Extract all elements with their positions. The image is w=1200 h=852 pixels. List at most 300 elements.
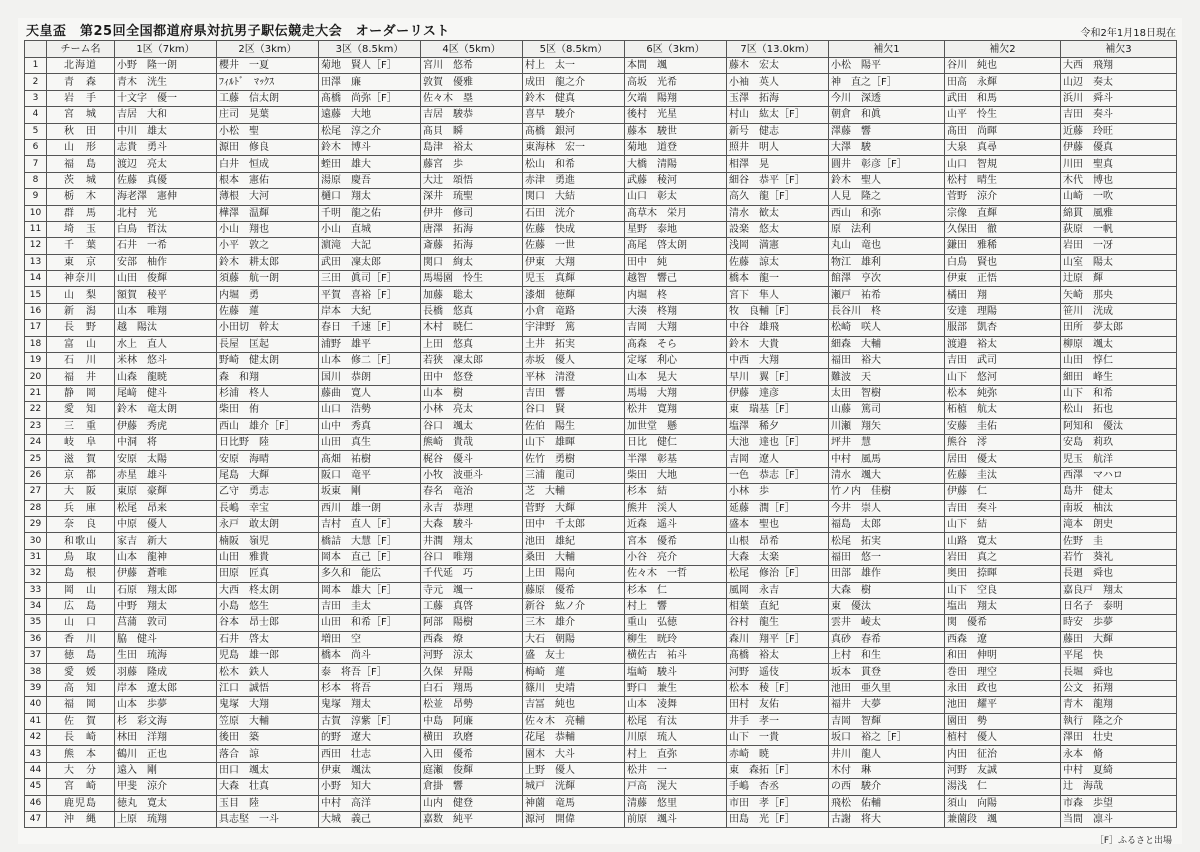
leg1-runner: 北村 光 xyxy=(115,205,217,221)
team-number: 21 xyxy=(25,385,47,401)
team-number: 32 xyxy=(25,566,47,582)
leg2-runner: 田原 匠真 xyxy=(217,566,319,582)
leg1-runner: 米林 悠斗 xyxy=(115,353,217,369)
table-row xyxy=(25,369,1177,385)
leg5-runner: 小倉 竜路 xyxy=(523,303,625,319)
leg1-runner: 松尾 昂来 xyxy=(115,500,217,516)
table-row xyxy=(25,730,1177,746)
reserve2-runner: 服部 凱杏 xyxy=(945,320,1061,336)
reserve1-runner: 古謝 将大 xyxy=(829,811,945,827)
reserve1-runner: 池田 亜久里 xyxy=(829,680,945,696)
leg5-runner: 松山 和希 xyxy=(523,156,625,172)
reserve1-runner: 大澤 駿 xyxy=(829,139,945,155)
reserve3-runner: 山辺 奏太 xyxy=(1061,74,1177,90)
reserve2-runner: 谷川 純也 xyxy=(945,58,1061,74)
reserve1-runner: 瀬戸 祐希 xyxy=(829,287,945,303)
reserve3-runner: 青木 龍翔 xyxy=(1061,697,1177,713)
team-number: 1 xyxy=(25,58,47,74)
reserve2-runner: 西森 遼 xyxy=(945,631,1061,647)
leg2-runner: 野崎 健太朗 xyxy=(217,353,319,369)
team-name: 滋 賀 xyxy=(47,451,115,467)
table-row xyxy=(25,713,1177,729)
leg3-runner: 泰 将吾［F］ xyxy=(319,664,421,680)
leg2-runner: 小平 敦之 xyxy=(217,238,319,254)
leg3-runner: 三田 眞司［F］ xyxy=(319,271,421,287)
leg1-runner: 山田 俊輝 xyxy=(115,271,217,287)
reserve2-runner: 山路 寛太 xyxy=(945,533,1061,549)
reserve2-runner: 安藤 圭佑 xyxy=(945,418,1061,434)
reserve2-runner: 橘田 翔 xyxy=(945,287,1061,303)
reserve3-runner: 大西 飛翔 xyxy=(1061,58,1177,74)
table-row xyxy=(25,549,1177,565)
leg6-runner: 藤本 駿世 xyxy=(625,123,727,139)
reserve2-runner: 安達 理陽 xyxy=(945,303,1061,319)
leg7-runner: 森川 翔平［F］ xyxy=(727,631,829,647)
leg6-runner: 前原 颯斗 xyxy=(625,811,727,827)
team-number: 35 xyxy=(25,615,47,631)
reserve2-runner: 大泉 真尋 xyxy=(945,139,1061,155)
team-name: 埼 玉 xyxy=(47,221,115,237)
leg6-runner: 越智 響己 xyxy=(625,271,727,287)
leg2-runner: 樺澤 温輝 xyxy=(217,205,319,221)
leg5-runner: 梅崎 蓮 xyxy=(523,664,625,680)
leg2-runner: 大森 壮真 xyxy=(217,779,319,795)
table-row xyxy=(25,271,1177,287)
leg5-runner: 山下 雄暉 xyxy=(523,434,625,450)
leg6-runner: 宮本 優希 xyxy=(625,533,727,549)
leg4-runner: 河野 涼太 xyxy=(421,648,523,664)
leg2-runner: 内堀 勇 xyxy=(217,287,319,303)
table-row xyxy=(25,795,1177,811)
reserve2-runner: 久保田 徹 xyxy=(945,221,1061,237)
reserve2-runner: 菅野 涼介 xyxy=(945,189,1061,205)
leg1-runner: 十文字 優一 xyxy=(115,90,217,106)
leg7-runner: 手嶋 杏丞 xyxy=(727,779,829,795)
leg3-runner: 遠藤 大地 xyxy=(319,107,421,123)
leg2-runner: 工藤 信太朗 xyxy=(217,90,319,106)
team-name: 高 知 xyxy=(47,680,115,696)
leg3-runner: 杉本 将吾 xyxy=(319,680,421,696)
reserve3-runner: 西澤 マハロ xyxy=(1061,467,1177,483)
team-number: 23 xyxy=(25,418,47,434)
leg4-runner: 谷口 颯太 xyxy=(421,418,523,434)
team-name: 福 岡 xyxy=(47,697,115,713)
reserve3-runner: 細田 峰生 xyxy=(1061,369,1177,385)
leg4-runner: 庭瀬 俊輝 xyxy=(421,762,523,778)
reserve3-runner: 長堀 舜也 xyxy=(1061,664,1177,680)
leg1-runner: 杉 彩文海 xyxy=(115,713,217,729)
reserve1-runner: 真砂 春希 xyxy=(829,631,945,647)
leg5-runner: 芝 大輔 xyxy=(523,484,625,500)
leg7-runner: 山下 一貴 xyxy=(727,730,829,746)
leg7-runner: 小林 歩 xyxy=(727,484,829,500)
reserve2-runner: 山下 悠河 xyxy=(945,369,1061,385)
leg2-runner: 杉浦 柊人 xyxy=(217,385,319,401)
leg5-runner: 三木 雄介 xyxy=(523,615,625,631)
reserve3-runner: 川田 聖真 xyxy=(1061,156,1177,172)
leg4-runner: 永吉 恭理 xyxy=(421,500,523,516)
leg3-runner: 国川 恭朗 xyxy=(319,369,421,385)
table-row xyxy=(25,139,1177,155)
team-number: 33 xyxy=(25,582,47,598)
team-name: 福 井 xyxy=(47,369,115,385)
leg1-runner: 中洞 将 xyxy=(115,434,217,450)
leg7-runner: 塩澤 稀夕 xyxy=(727,418,829,434)
leg7-runner: 細谷 恭平［F］ xyxy=(727,172,829,188)
reserve3-runner: 永本 脩 xyxy=(1061,746,1177,762)
leg5-runner: 神薗 竜馬 xyxy=(523,795,625,811)
reserve3-runner: 吉田 奏斗 xyxy=(1061,107,1177,123)
leg7-runner: 中谷 雄飛 xyxy=(727,320,829,336)
table-row xyxy=(25,221,1177,237)
leg2-runner: 玉目 陸 xyxy=(217,795,319,811)
leg1-runner: 岸本 遼太郎 xyxy=(115,680,217,696)
leg6-runner: 小谷 亮介 xyxy=(625,549,727,565)
leg5-runner: 谷口 賢 xyxy=(523,402,625,418)
leg4-runner: 敦賀 優雅 xyxy=(421,74,523,90)
leg1-runner: 脇 健斗 xyxy=(115,631,217,647)
reserve1-runner: 原 法利 xyxy=(829,221,945,237)
leg1-runner: 中野 翔太 xyxy=(115,598,217,614)
leg5-runner: 三浦 龍司 xyxy=(523,467,625,483)
leg4-runner: 髙貝 瞬 xyxy=(421,123,523,139)
leg6-runner: 日比 健仁 xyxy=(625,434,727,450)
reserve1-runner: 中村 風馬 xyxy=(829,451,945,467)
reserve1-runner: 飛松 佑輔 xyxy=(829,795,945,811)
leg2-runner: 長屋 匡起 xyxy=(217,336,319,352)
leg7-runner: 延藤 潤［F］ xyxy=(727,500,829,516)
leg3-runner: 橋詰 大慧［F］ xyxy=(319,533,421,549)
leg2-runner: 江口 誠悟 xyxy=(217,680,319,696)
table-row xyxy=(25,598,1177,614)
reserve1-runner: 井川 龍人 xyxy=(829,746,945,762)
leg1-runner: 海老澤 憲伸 xyxy=(115,189,217,205)
leg1-runner: 安原 太陽 xyxy=(115,451,217,467)
leg3-runner: 増田 空 xyxy=(319,631,421,647)
reserve1-runner: 今井 崇人 xyxy=(829,500,945,516)
leg1-runner: 山本 龍神 xyxy=(115,549,217,565)
leg1-runner: 山森 龍暁 xyxy=(115,369,217,385)
reserve2-runner: 関 優希 xyxy=(945,615,1061,631)
leg6-runner: 佐々木 一哲 xyxy=(625,566,727,582)
table-row xyxy=(25,533,1177,549)
leg3-runner: 大城 義己 xyxy=(319,811,421,827)
table-row xyxy=(25,484,1177,500)
team-name: 静 岡 xyxy=(47,385,115,401)
leg2-runner: 永戸 敢太朗 xyxy=(217,516,319,532)
reserve1-runner: 上村 和生 xyxy=(829,648,945,664)
leg4-runner: 田中 悠登 xyxy=(421,369,523,385)
table-row xyxy=(25,434,1177,450)
leg4-runner: 加藤 聡太 xyxy=(421,287,523,303)
reserve3-runner: 佐野 圭 xyxy=(1061,533,1177,549)
reserve1-runner: 坪井 慧 xyxy=(829,434,945,450)
leg5-runner: 上田 陽向 xyxy=(523,566,625,582)
leg6-runner: 田中 純 xyxy=(625,254,727,270)
leg1-runner: 石井 一希 xyxy=(115,238,217,254)
leg4-runner: 佐々木 塁 xyxy=(421,90,523,106)
table-row xyxy=(25,303,1177,319)
leg7-runner: 東 瑞基［F］ xyxy=(727,402,829,418)
leg2-runner: 山田 雅貴 xyxy=(217,549,319,565)
leg5-runner: 村上 太一 xyxy=(523,58,625,74)
table-row xyxy=(25,238,1177,254)
leg3-runner: 山本 修二［F］ xyxy=(319,353,421,369)
leg5-runner: 田中 千太郎 xyxy=(523,516,625,532)
column-leg6-header: 6区（3km） xyxy=(625,41,727,58)
leg3-runner: 鈴木 博斗 xyxy=(319,139,421,155)
team-number: 41 xyxy=(25,713,47,729)
reserve2-runner: 河野 友誠 xyxy=(945,762,1061,778)
leg7-runner: 山根 昂希 xyxy=(727,533,829,549)
reserve2-runner: 塩出 翔太 xyxy=(945,598,1061,614)
team-number: 30 xyxy=(25,533,47,549)
leg6-runner: 山口 彰太 xyxy=(625,189,727,205)
document-title: 天皇盃 第25回全国都道府県対抗男子駅伝競走大会 オーダーリスト xyxy=(26,24,450,39)
table-body xyxy=(25,58,1177,828)
leg1-runner: 羽藤 隆成 xyxy=(115,664,217,680)
order-list-sheet xyxy=(18,18,1182,844)
reserve2-runner: 和田 伸明 xyxy=(945,648,1061,664)
team-name: 兵 庫 xyxy=(47,500,115,516)
leg4-runner: 谷口 唯翔 xyxy=(421,549,523,565)
leg4-runner: 山本 樹 xyxy=(421,385,523,401)
team-number: 4 xyxy=(25,107,47,123)
leg7-runner: 赤崎 暁 xyxy=(727,746,829,762)
team-name: 群 馬 xyxy=(47,205,115,221)
reserve1-runner: 神 直之［F］ xyxy=(829,74,945,90)
leg3-runner: 松尾 淳之介 xyxy=(319,123,421,139)
table-row xyxy=(25,90,1177,106)
leg5-runner: 髙橋 銀河 xyxy=(523,123,625,139)
reserve1-runner: 雲井 崚太 xyxy=(829,615,945,631)
leg6-runner: 本間 颯 xyxy=(625,58,727,74)
leg7-runner: 設楽 悠太 xyxy=(727,221,829,237)
leg3-runner: 菊地 賢人［F］ xyxy=(319,58,421,74)
leg4-runner: 春名 竜治 xyxy=(421,484,523,500)
team-name: 和歌山 xyxy=(47,533,115,549)
leg6-runner: 杉本 結 xyxy=(625,484,727,500)
leg2-runner: 白井 恒成 xyxy=(217,156,319,172)
leg5-runner: 園木 大斗 xyxy=(523,746,625,762)
leg2-runner: 櫻井 一夏 xyxy=(217,58,319,74)
leg3-runner: 小山 直城 xyxy=(319,221,421,237)
leg7-runner: 大森 太楽 xyxy=(727,549,829,565)
team-number: 22 xyxy=(25,402,47,418)
reserve3-runner: 田所 夢太郎 xyxy=(1061,320,1177,336)
reserve2-runner: 山平 怜生 xyxy=(945,107,1061,123)
reserve2-runner: 奥田 捺暉 xyxy=(945,566,1061,582)
reserve3-runner: 長廻 舜也 xyxy=(1061,566,1177,582)
leg3-runner: 吉村 直人［F］ xyxy=(319,516,421,532)
reserve1-runner: 館澤 亨次 xyxy=(829,271,945,287)
team-number: 3 xyxy=(25,90,47,106)
leg5-runner: 菅野 大輝 xyxy=(523,500,625,516)
team-name: 愛 媛 xyxy=(47,664,115,680)
column-reserve2-header: 補欠2 xyxy=(945,41,1061,58)
team-name: 徳 島 xyxy=(47,648,115,664)
team-name: 福 島 xyxy=(47,156,115,172)
leg4-runner: 梶谷 優斗 xyxy=(421,451,523,467)
reserve1-runner: 福井 大夢 xyxy=(829,697,945,713)
leg2-runner: 森 和翔 xyxy=(217,369,319,385)
team-name: 秋 田 xyxy=(47,123,115,139)
leg7-runner: 藤木 宏太 xyxy=(727,58,829,74)
table-row xyxy=(25,615,1177,631)
leg5-runner: 新谷 紘ノ介 xyxy=(523,598,625,614)
team-number: 14 xyxy=(25,271,47,287)
reserve1-runner: 坂口 裕之［F］ xyxy=(829,730,945,746)
team-name: 奈 良 xyxy=(47,516,115,532)
reserve3-runner: 南坂 柚汰 xyxy=(1061,500,1177,516)
reserve1-runner: 松崎 咲人 xyxy=(829,320,945,336)
table-row xyxy=(25,500,1177,516)
reserve1-runner: 山藤 篤司 xyxy=(829,402,945,418)
reserve1-runner: 吉岡 智輝 xyxy=(829,713,945,729)
reserve1-runner: 西山 和弥 xyxy=(829,205,945,221)
reserve3-runner: 伊藤 優真 xyxy=(1061,139,1177,155)
reserve2-runner: 湯浅 仁 xyxy=(945,779,1061,795)
leg3-runner: 山口 浩勢 xyxy=(319,402,421,418)
column-leg3-header: 3区（8.5km） xyxy=(319,41,421,58)
team-number: 10 xyxy=(25,205,47,221)
leg7-runner: 市田 孝［F］ xyxy=(727,795,829,811)
leg1-runner: 中川 雄太 xyxy=(115,123,217,139)
leg4-runner: 唐澤 拓海 xyxy=(421,221,523,237)
leg6-runner: 馬場 大翔 xyxy=(625,385,727,401)
team-name: 神奈川 xyxy=(47,271,115,287)
leg1-runner: 山本 唯翔 xyxy=(115,303,217,319)
leg2-runner: 児島 雄一郎 xyxy=(217,648,319,664)
leg7-runner: 新号 健志 xyxy=(727,123,829,139)
leg6-runner: 吉岡 大翔 xyxy=(625,320,727,336)
team-number: 6 xyxy=(25,139,47,155)
leg5-runner: 佐々木 亮輔 xyxy=(523,713,625,729)
leg6-runner: 清藤 悠里 xyxy=(625,795,727,811)
reserve2-runner: 園田 勢 xyxy=(945,713,1061,729)
leg1-runner: 赤星 雄斗 xyxy=(115,467,217,483)
team-name: 長 野 xyxy=(47,320,115,336)
team-name: 青 森 xyxy=(47,74,115,90)
as-of-date: 令和2年1月18日現在 xyxy=(1080,28,1176,39)
team-number: 15 xyxy=(25,287,47,303)
column-leg1-header: 1区（7km） xyxy=(115,41,217,58)
leg3-runner: 髙畑 祐樹 xyxy=(319,451,421,467)
leg4-runner: 久保 昇陽 xyxy=(421,664,523,680)
leg7-runner: 鈴木 大貴 xyxy=(727,336,829,352)
column-leg2-header: 2区（3km） xyxy=(217,41,319,58)
leg5-runner: 桑田 大輔 xyxy=(523,549,625,565)
reserve1-runner: 鈴木 聖人 xyxy=(829,172,945,188)
table-row xyxy=(25,631,1177,647)
leg7-runner: 伊藤 達彦 xyxy=(727,385,829,401)
leg4-runner: 斎藤 拓海 xyxy=(421,238,523,254)
reserve2-runner: 永田 政也 xyxy=(945,680,1061,696)
reserve2-runner: 武田 和馬 xyxy=(945,90,1061,106)
leg3-runner: 吉田 圭太 xyxy=(319,598,421,614)
leg4-runner: 小牧 波亜斗 xyxy=(421,467,523,483)
reserve2-runner: 熊谷 澪 xyxy=(945,434,1061,450)
leg1-runner: 徳丸 寛太 xyxy=(115,795,217,811)
leg5-runner: 篠川 史靖 xyxy=(523,680,625,696)
leg4-runner: 松並 昂勢 xyxy=(421,697,523,713)
leg1-runner: 中原 優人 xyxy=(115,516,217,532)
leg7-runner: 河野 遥伎 xyxy=(727,664,829,680)
leg2-runner: 西山 雄介［F］ xyxy=(217,418,319,434)
leg6-runner: 大湊 柊翔 xyxy=(625,303,727,319)
leg1-runner: 家吉 新大 xyxy=(115,533,217,549)
team-name: 東 京 xyxy=(47,254,115,270)
leg3-runner: 西川 雄一朗 xyxy=(319,500,421,516)
leg4-runner: 西森 燎 xyxy=(421,631,523,647)
table-row xyxy=(25,779,1177,795)
reserve1-runner: 物江 雄利 xyxy=(829,254,945,270)
leg6-runner: 大橋 清陽 xyxy=(625,156,727,172)
table-row xyxy=(25,254,1177,270)
leg6-runner: 髙草木 栄月 xyxy=(625,205,727,221)
leg2-runner: 楠阪 嶺児 xyxy=(217,533,319,549)
leg7-runner: 高久 龍［F］ xyxy=(727,189,829,205)
table-row xyxy=(25,418,1177,434)
team-number: 17 xyxy=(25,320,47,336)
leg1-runner: 鈴木 竜太朗 xyxy=(115,402,217,418)
leg6-runner: 戸高 滉大 xyxy=(625,779,727,795)
leg2-runner: 鬼塚 大翔 xyxy=(217,697,319,713)
reserve1-runner: 福田 悠一 xyxy=(829,549,945,565)
reserve3-runner: 山崎 一吹 xyxy=(1061,189,1177,205)
reserve2-runner: 柘植 航太 xyxy=(945,402,1061,418)
leg3-runner: 岡本 雄大［F］ xyxy=(319,582,421,598)
leg5-runner: 吉田 響 xyxy=(523,385,625,401)
column-leg7-header: 7区（13.0km） xyxy=(727,41,829,58)
leg2-runner: 田口 颯太 xyxy=(217,762,319,778)
footnote: ［F］ふるさと出場 xyxy=(1094,836,1172,846)
leg2-runner: 鈴木 耕太郎 xyxy=(217,254,319,270)
reserve2-runner: 岩田 真之 xyxy=(945,549,1061,565)
team-number: 24 xyxy=(25,434,47,450)
leg6-runner: 菊地 道登 xyxy=(625,139,727,155)
reserve3-runner: 児玉 航洋 xyxy=(1061,451,1177,467)
team-name: 北海道 xyxy=(47,58,115,74)
team-number: 20 xyxy=(25,369,47,385)
leg7-runner: 照井 明人 xyxy=(727,139,829,155)
team-number: 38 xyxy=(25,664,47,680)
leg7-runner: 佐藤 諒太 xyxy=(727,254,829,270)
leg6-runner: 半澤 彰基 xyxy=(625,451,727,467)
leg2-runner: 須藤 航一朗 xyxy=(217,271,319,287)
team-name: 千 葉 xyxy=(47,238,115,254)
leg5-runner: 漆畑 徳輝 xyxy=(523,287,625,303)
leg6-runner: 後村 光星 xyxy=(625,107,727,123)
team-name: 鹿児島 xyxy=(47,795,115,811)
reserve3-runner: 安島 莉玖 xyxy=(1061,434,1177,450)
leg4-runner: 入田 優希 xyxy=(421,746,523,762)
reserve1-runner: 田部 雄作 xyxy=(829,566,945,582)
team-number: 11 xyxy=(25,221,47,237)
leg6-runner: 横佐古 祐斗 xyxy=(625,648,727,664)
reserve2-runner: 居田 優太 xyxy=(945,451,1061,467)
team-number: 12 xyxy=(25,238,47,254)
reserve3-runner: 笹川 洸成 xyxy=(1061,303,1177,319)
leg4-runner: 嘉数 純平 xyxy=(421,811,523,827)
leg3-runner: 坂東 剛 xyxy=(319,484,421,500)
leg1-runner: 東原 豪輝 xyxy=(115,484,217,500)
reserve2-runner: 吉田 奏斗 xyxy=(945,500,1061,516)
team-number: 37 xyxy=(25,648,47,664)
team-name: 山 形 xyxy=(47,139,115,155)
table-row xyxy=(25,467,1177,483)
team-number: 2 xyxy=(25,74,47,90)
